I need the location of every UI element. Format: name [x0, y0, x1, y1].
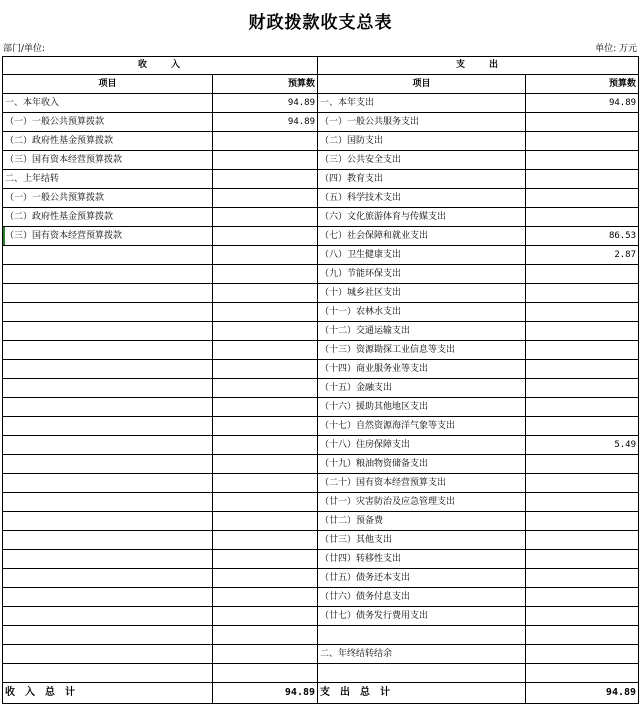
expense-item-cell[interactable]: （廿三）其他支出 — [318, 531, 526, 550]
expense-section-header: 支 出 — [318, 57, 639, 75]
income-value-cell[interactable] — [213, 132, 318, 151]
table-body — [3, 94, 639, 683]
income-value-cell[interactable] — [213, 379, 318, 398]
expense-item-cell[interactable]: （十二）交通运输支出 — [318, 322, 526, 341]
expense-value-cell[interactable] — [526, 113, 639, 132]
expense-item-header: 项目 — [318, 75, 526, 94]
expense-value-cell[interactable]: 86.53 — [526, 227, 639, 246]
expense-item-cell[interactable]: （十四）商业服务业等支出 — [318, 360, 526, 379]
income-item-cell[interactable] — [3, 455, 213, 474]
expense-value-cell[interactable] — [526, 284, 639, 303]
section-header-row — [3, 57, 639, 75]
table-row — [3, 550, 639, 569]
income-item-cell[interactable] — [3, 341, 213, 360]
table-row — [3, 645, 639, 664]
expense-value-cell[interactable] — [526, 265, 639, 284]
income-item-cell[interactable] — [3, 284, 213, 303]
income-value-cell[interactable] — [213, 550, 318, 569]
income-item-cell[interactable] — [3, 550, 213, 569]
income-item-cell[interactable] — [3, 569, 213, 588]
expense-item-cell[interactable]: 二、年终结转结余 — [318, 645, 526, 664]
expense-item-cell[interactable]: （三）公共安全支出 — [318, 151, 526, 170]
expense-item-cell[interactable]: （十六）援助其他地区支出 — [318, 398, 526, 417]
expense-item-cell[interactable]: （十九）粮油物资储备支出 — [318, 455, 526, 474]
expense-value-cell[interactable] — [526, 322, 639, 341]
department-label: 部门/单位: — [3, 44, 46, 54]
income-value-cell[interactable] — [213, 493, 318, 512]
expense-item-cell[interactable]: （廿四）转移性支出 — [318, 550, 526, 569]
income-item-cell[interactable]: （二）政府性基金预算拨款 — [3, 208, 213, 227]
table-row — [3, 436, 639, 455]
income-value-cell[interactable] — [213, 341, 318, 360]
table-row — [3, 493, 639, 512]
table-row — [3, 398, 639, 417]
income-item-cell[interactable] — [3, 417, 213, 436]
income-item-cell[interactable] — [3, 664, 213, 683]
income-item-cell[interactable]: （一）一般公共预算拨款 — [3, 113, 213, 132]
expense-item-cell[interactable]: （一）一般公共服务支出 — [318, 113, 526, 132]
expense-value-cell[interactable] — [526, 189, 639, 208]
income-value-cell[interactable] — [213, 398, 318, 417]
income-item-cell[interactable] — [3, 493, 213, 512]
income-value-cell[interactable] — [213, 626, 318, 645]
table-row — [3, 417, 639, 436]
expense-value-cell[interactable] — [526, 474, 639, 493]
income-value-cell[interactable] — [213, 607, 318, 626]
expense-item-cell[interactable]: （廿七）债务发行费用支出 — [318, 607, 526, 626]
expense-value-cell[interactable] — [526, 151, 639, 170]
expense-value-cell[interactable] — [526, 626, 639, 645]
expense-value-cell[interactable] — [526, 455, 639, 474]
income-value-cell[interactable] — [213, 474, 318, 493]
income-value-cell[interactable] — [213, 512, 318, 531]
expense-value-cell[interactable] — [526, 417, 639, 436]
table-row — [3, 607, 639, 626]
expense-value-cell[interactable] — [526, 607, 639, 626]
table-row — [3, 626, 639, 645]
unit-label: 单位: 万元 — [595, 44, 637, 54]
expense-item-cell[interactable] — [318, 664, 526, 683]
table-row — [3, 208, 639, 227]
income-total-value[interactable]: 94.89 — [213, 683, 318, 704]
table-row — [3, 151, 639, 170]
income-value-cell[interactable]: 94.89 — [213, 94, 318, 113]
income-value-cell[interactable] — [213, 189, 318, 208]
income-value-cell[interactable] — [213, 664, 318, 683]
table-row — [3, 189, 639, 208]
table-row — [3, 512, 639, 531]
expense-value-cell[interactable] — [526, 493, 639, 512]
totals-row — [3, 683, 639, 704]
table-row — [3, 94, 639, 113]
income-value-cell[interactable]: 94.89 — [213, 113, 318, 132]
income-value-cell[interactable] — [213, 265, 318, 284]
expense-item-cell[interactable]: （四）教育支出 — [318, 170, 526, 189]
income-item-cell[interactable]: （一）一般公共预算拨款 — [3, 189, 213, 208]
income-item-cell[interactable] — [3, 474, 213, 493]
page-title: 财政拨款收支总表 — [248, 13, 393, 33]
expense-value-cell[interactable] — [526, 379, 639, 398]
income-item-cell[interactable] — [3, 379, 213, 398]
expense-value-cell[interactable]: 94.89 — [526, 94, 639, 113]
income-item-cell[interactable] — [3, 246, 213, 265]
expense-value-cell[interactable] — [526, 645, 639, 664]
expense-value-cell[interactable] — [526, 208, 639, 227]
table-row — [3, 455, 639, 474]
table-row — [3, 379, 639, 398]
income-value-cell[interactable] — [213, 436, 318, 455]
expense-value-cell[interactable] — [526, 303, 639, 322]
expense-item-cell[interactable] — [318, 626, 526, 645]
income-item-cell[interactable]: （二）政府性基金预算拨款 — [3, 132, 213, 151]
expense-item-cell[interactable]: （廿五）债务还本支出 — [318, 569, 526, 588]
income-item-cell[interactable] — [3, 607, 213, 626]
expense-value-cell[interactable]: 2.87 — [526, 246, 639, 265]
expense-item-cell[interactable]: （十八）住房保障支出 — [318, 436, 526, 455]
table-row — [3, 341, 639, 360]
table-row — [3, 303, 639, 322]
income-value-cell[interactable] — [213, 569, 318, 588]
budget-summary-table — [2, 56, 639, 704]
expense-value-cell[interactable] — [526, 341, 639, 360]
table-row — [3, 531, 639, 550]
income-value-cell[interactable] — [213, 208, 318, 227]
expense-value-cell[interactable] — [526, 398, 639, 417]
expense-item-cell[interactable]: （十三）资源勘探工业信息等支出 — [318, 341, 526, 360]
table-row — [3, 322, 639, 341]
expense-item-cell[interactable]: （十）城乡社区支出 — [318, 284, 526, 303]
expense-value-cell[interactable] — [526, 360, 639, 379]
expense-value-cell[interactable]: 5.49 — [526, 436, 639, 455]
income-item-cell[interactable] — [3, 512, 213, 531]
expense-item-cell[interactable]: （廿六）债务付息支出 — [318, 588, 526, 607]
income-total-label[interactable]: 收 入 总 计 — [3, 683, 213, 704]
expense-value-cell[interactable] — [526, 132, 639, 151]
income-item-cell[interactable] — [3, 436, 213, 455]
expense-value-cell[interactable] — [526, 512, 639, 531]
table-row — [3, 588, 639, 607]
table-row — [3, 113, 639, 132]
expense-item-cell[interactable]: （廿一）灾害防治及应急管理支出 — [318, 493, 526, 512]
expense-value-cell[interactable] — [526, 588, 639, 607]
income-value-cell[interactable] — [213, 645, 318, 664]
expense-item-cell[interactable]: （十七）自然资源海洋气象等支出 — [318, 417, 526, 436]
income-item-cell[interactable] — [3, 531, 213, 550]
income-section-header: 收 入 — [3, 57, 318, 75]
table-row — [3, 360, 639, 379]
income-value-cell[interactable] — [213, 170, 318, 189]
income-budget-header: 预算数 — [213, 75, 318, 94]
expense-item-cell[interactable]: （二）国防支出 — [318, 132, 526, 151]
income-item-cell[interactable]: （三）国有资本经营预算拨款 — [3, 227, 213, 246]
table-row — [3, 284, 639, 303]
income-item-cell[interactable] — [3, 645, 213, 664]
income-item-cell[interactable]: 二、上年结转 — [3, 170, 213, 189]
expense-value-cell[interactable] — [526, 550, 639, 569]
expense-total-value[interactable]: 94.89 — [526, 683, 639, 704]
income-value-cell[interactable] — [213, 303, 318, 322]
expense-value-cell[interactable] — [526, 531, 639, 550]
expense-item-cell[interactable]: （十五）金融支出 — [318, 379, 526, 398]
column-header-row — [3, 75, 639, 94]
expense-budget-header: 预算数 — [526, 75, 639, 94]
income-item-cell[interactable]: 一、本年收入 — [3, 94, 213, 113]
income-value-cell[interactable] — [213, 455, 318, 474]
table-row — [3, 227, 639, 246]
income-value-cell[interactable] — [213, 360, 318, 379]
table-row — [3, 265, 639, 284]
table-row — [3, 569, 639, 588]
income-item-cell[interactable] — [3, 626, 213, 645]
expense-item-cell[interactable]: （廿二）预备费 — [318, 512, 526, 531]
expense-item-cell[interactable]: （二十）国有资本经营预算支出 — [318, 474, 526, 493]
expense-item-cell[interactable]: （十一）农林水支出 — [318, 303, 526, 322]
income-item-cell[interactable]: （三）国有资本经营预算拨款 — [3, 151, 213, 170]
expense-value-cell[interactable] — [526, 664, 639, 683]
income-item-cell[interactable] — [3, 360, 213, 379]
income-value-cell[interactable] — [213, 284, 318, 303]
expense-item-cell[interactable]: （五）科学技术支出 — [318, 189, 526, 208]
expense-value-cell[interactable] — [526, 569, 639, 588]
expense-item-cell[interactable]: （七）社会保障和就业支出 — [318, 227, 526, 246]
income-item-cell[interactable] — [3, 303, 213, 322]
income-value-cell[interactable] — [213, 151, 318, 170]
expense-total-label[interactable]: 支 出 总 计 — [318, 683, 526, 704]
income-value-cell[interactable] — [213, 531, 318, 550]
table-row — [3, 246, 639, 265]
income-value-cell[interactable] — [213, 588, 318, 607]
income-value-cell[interactable] — [213, 417, 318, 436]
income-item-cell[interactable] — [3, 265, 213, 284]
table-row — [3, 474, 639, 493]
expense-item-cell[interactable]: （六）文化旅游体育与传媒支出 — [318, 208, 526, 227]
table-row — [3, 132, 639, 151]
expense-item-cell[interactable]: （九）节能环保支出 — [318, 265, 526, 284]
income-value-cell[interactable] — [213, 246, 318, 265]
table-row — [3, 664, 639, 683]
income-item-header: 项目 — [3, 75, 213, 94]
income-value-cell[interactable] — [213, 322, 318, 341]
income-item-cell[interactable] — [3, 398, 213, 417]
expense-item-cell[interactable]: （八）卫生健康支出 — [318, 246, 526, 265]
income-item-cell[interactable] — [3, 588, 213, 607]
expense-item-cell[interactable]: 一、本年支出 — [318, 94, 526, 113]
table-row — [3, 170, 639, 189]
expense-value-cell[interactable] — [526, 170, 639, 189]
income-value-cell[interactable] — [213, 227, 318, 246]
income-item-cell[interactable] — [3, 322, 213, 341]
